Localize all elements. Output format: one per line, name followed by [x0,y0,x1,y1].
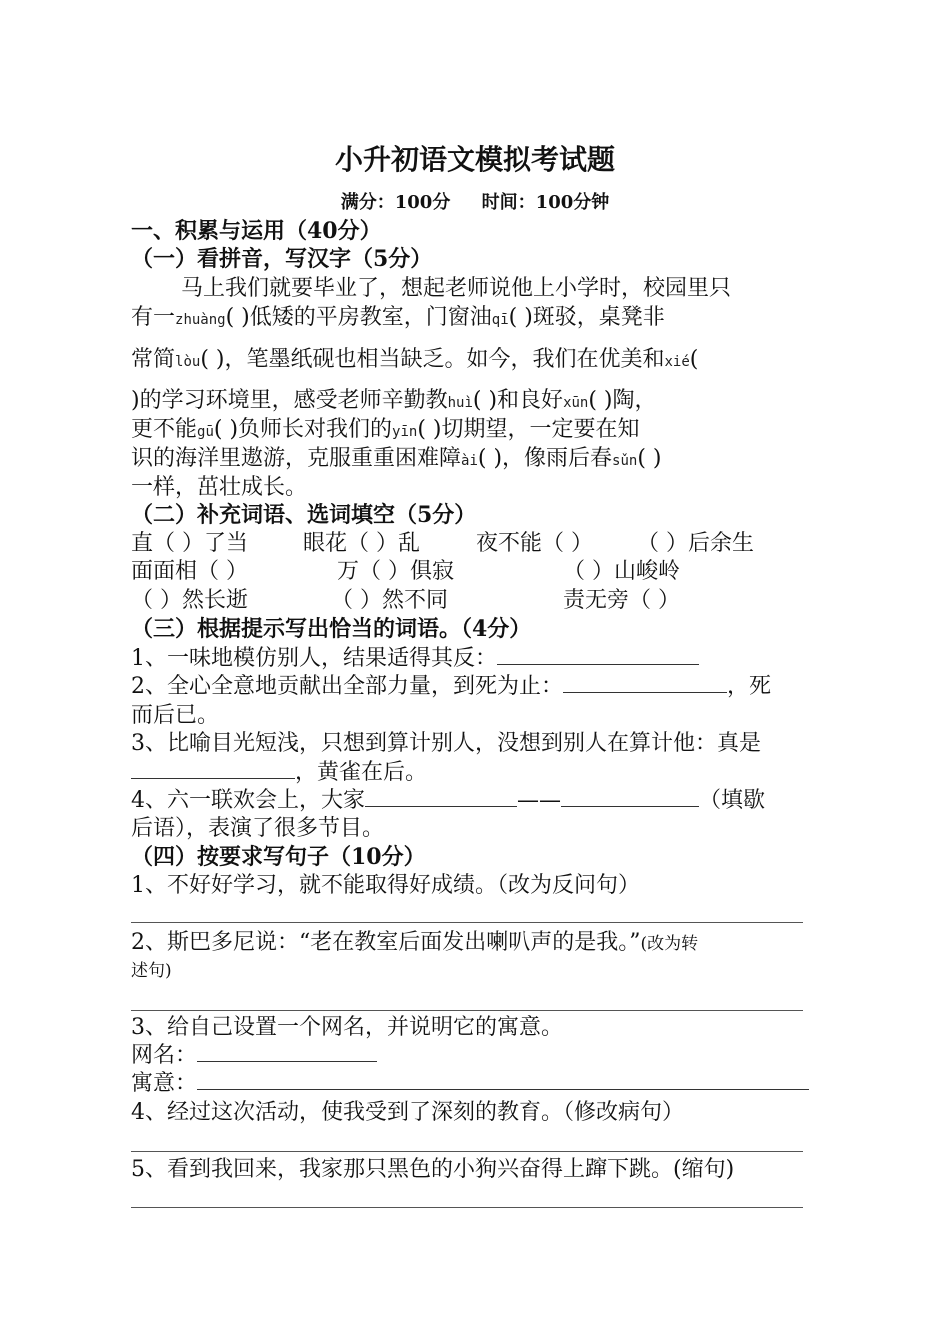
answer-line[interactable] [131,1207,803,1208]
full-score: 满分：100分 [340,192,451,213]
idiom-item: 面面相（ ） [131,559,248,584]
pinyin: lòu [175,354,201,370]
sec4-heading: （四）按要求写句子（10分） [131,844,426,870]
idiom-item: 直（ ）了当 [131,531,248,556]
pinyin: huì [447,395,473,411]
answer-blank[interactable] [197,1043,377,1062]
answer-line[interactable] [131,1151,803,1152]
sec4-q5: 5、看到我回来，我家那只黑色的小狗兴奋得上蹿下跳。(缩句) [131,1157,735,1182]
pinyin: zhuàng [175,312,226,328]
pinyin: sǔn [612,453,638,469]
idiom-item: 眼花（ ）乱 [303,531,420,556]
sec4-q3: 3、给自己设置一个网名，并说明它的寓意。 [131,1015,563,1040]
pinyin: gū [197,424,214,440]
sec1-line-5: 更不能gū( )负师长对我们的yīn( )切期望，一定要在知 [131,417,640,442]
pinyin: xūn [563,395,589,411]
idiom-item: 夜不能（ ） [476,531,593,556]
idiom-item: 责无旁（ ） [563,588,680,613]
answer-blank[interactable] [131,760,295,779]
sec2-heading: （二）补充词语、选词填空（5分） [131,502,477,528]
answer-blank[interactable] [563,674,727,693]
idiom-item: 万（ ）俱寂 [337,559,454,584]
answer-blank[interactable] [197,1071,809,1090]
sec1-line-6: 识的海洋里遨游，克服重重困难障ài( )，像雨后春sǔn( ) [131,446,662,471]
sec4-q3-name: 网名： [131,1041,823,1071]
idiom-item: （ ）后余生 [637,531,754,556]
sec2-row-3 [131,586,823,616]
exam-title: 小升初语文模拟考试题 [334,143,615,176]
answer-blank[interactable] [365,788,517,807]
sec3-q3: 3、比喻目光短浅，只想到算计别人，没想到别人在算计他：真是 [131,731,761,756]
answer-blank[interactable] [497,646,699,665]
idiom-item: （ ）然长逝 [131,588,248,613]
sec4-q4: 4、经过这次活动，使我受到了深刻的教育。（修改病句） [131,1100,684,1125]
sec1-line-7: 一样，茁壮成长。 [131,475,308,500]
answer-line[interactable] [131,1010,803,1011]
answer-blank[interactable] [561,788,699,807]
sec3-q1: 1、一味地模仿别人，结果适得其反： [131,644,823,674]
exam-time: 时间：100分钟 [481,192,610,213]
sec1-line-4: )的学习环境里，感受老师辛勤教huì( )和良好xūn( )陶， [131,388,657,413]
part1-heading: 一、积累与运用（40分） [131,218,382,244]
sec4-q3-meaning: 寓意： [131,1069,823,1099]
sec4-q2: 2、斯巴多尼说：“老在教室后面发出喇叭声的是我。”(改为转 [131,930,699,955]
pinyin: ài [461,453,478,469]
idiom-item: （ ）山峻岭 [563,559,680,584]
sec3-heading: （三）根据提示写出恰当的词语。（4分） [131,616,532,642]
sec1-line-2: 有一zhuàng( )低矮的平房教室，门窗油qī( )斑驳，桌凳非 [131,305,665,330]
pinyin: qī [491,312,509,328]
pinyin: yīn [392,424,418,440]
idiom-item: （ ）然不同 [331,588,448,613]
sec3-q2: 2、全心全意地贡献出全部力量，到死为止： ，死 [131,674,772,699]
exam-meta [0,190,950,216]
pinyin: xié [664,354,690,370]
sec4-q2-cont: 述句) [131,961,172,981]
sec1-heading: （一）看拼音，写汉字（5分） [131,246,433,272]
sec3-q4-cont: 后语），表演了很多节目。 [131,816,385,841]
answer-line[interactable] [131,922,803,923]
sec3-q2-cont: 而后已。 [131,703,220,728]
sec4-q1: 1、不好好学习，就不能取得好成绩。（改为反问句） [131,873,640,898]
sec3-q3-cont: ，黄雀在后。 [131,758,823,788]
sec1-line-3: 常简lòu( )，笔墨纸砚也相当缺乏。如今，我们在优美和xié( [131,347,699,372]
sec3-q4: 4、六一联欢会上，大家 —— （填歇 [131,788,766,813]
sec2-row-2 [131,557,823,587]
sec1-line-1: 马上我们就要毕业了，想起老师说他上小学时，校园里只 [181,276,732,301]
sec2-row-1 [131,529,823,559]
